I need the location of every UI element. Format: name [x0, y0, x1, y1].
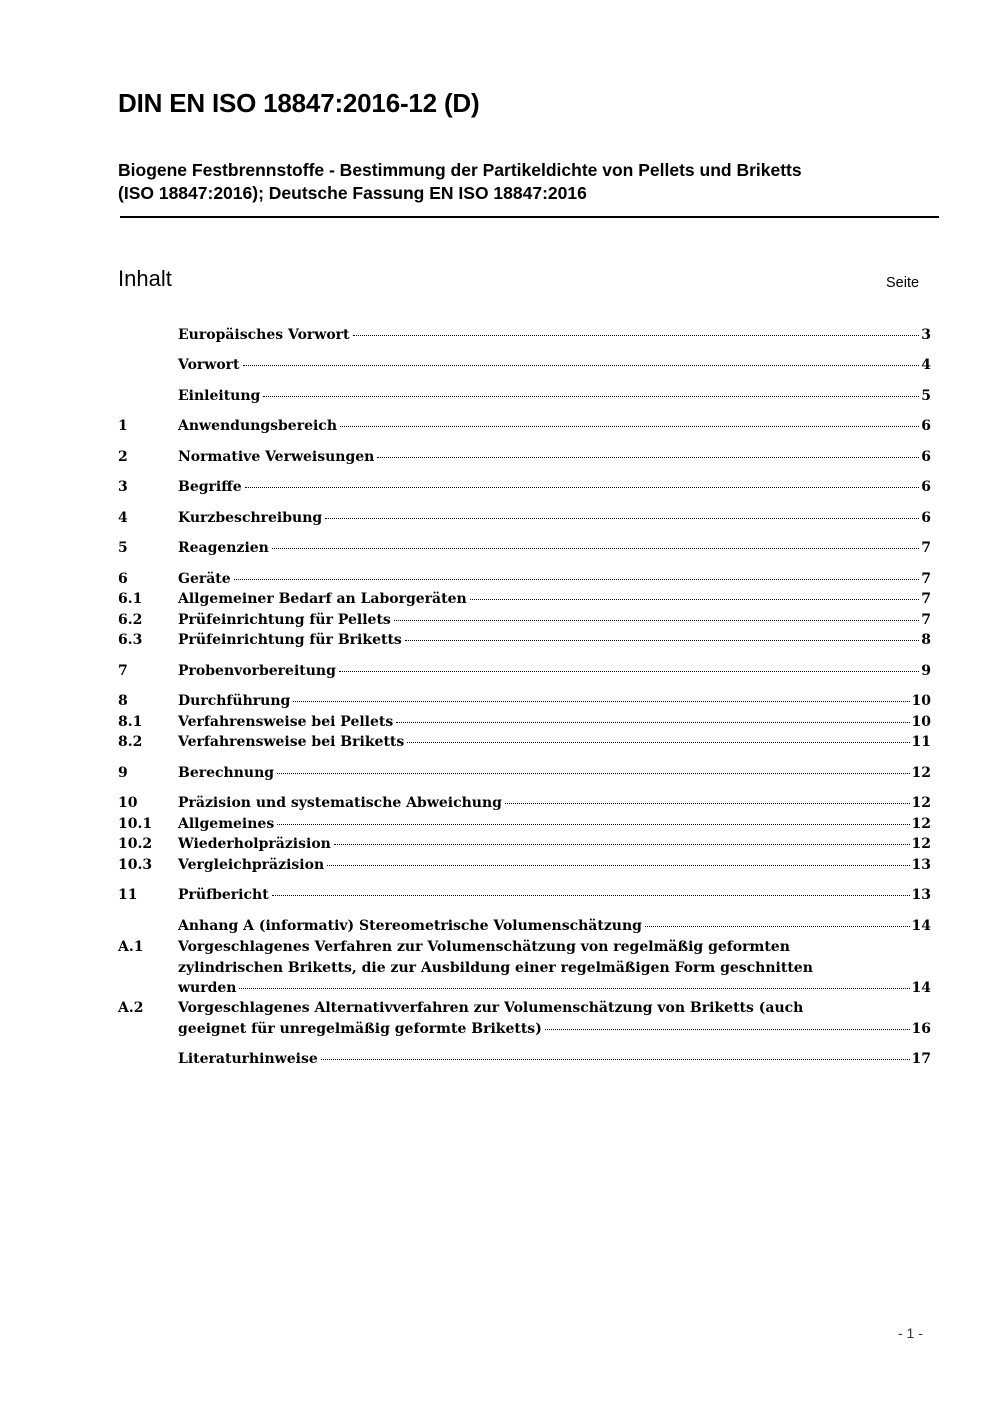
toc-entry-title: Vergleichpräzision [178, 857, 325, 873]
toc-entry-title: Probenvorbereitung [178, 663, 336, 679]
toc-entry-title-continuation: geeignet für unregelmäßig geformte Briketts) [178, 1020, 542, 1037]
toc-leader-dots [293, 701, 909, 702]
toc-entry[interactable] [118, 355, 931, 375]
toc-entry-number: 6 [118, 571, 128, 587]
toc-entry[interactable] [118, 447, 931, 467]
toc-entry-page: 8 [921, 632, 931, 648]
toc-entry[interactable] [118, 630, 931, 650]
toc-entry-number: 9 [118, 765, 128, 781]
toc-entry-number: 8 [118, 693, 128, 709]
toc-leader-dots [405, 640, 919, 641]
toc-entry-page: 10 [911, 693, 931, 709]
toc-entry-title: Europäisches Vorwort [178, 327, 350, 343]
toc-entry-number: 3 [118, 479, 128, 495]
toc-leader-dots [645, 926, 910, 927]
toc-heading: Inhalt [118, 266, 172, 291]
toc-leader-dots [407, 742, 909, 743]
toc-entry-page: 13 [911, 887, 931, 903]
toc-entry-page: 16 [911, 1020, 931, 1037]
toc-entry-title: Normative Verweisungen [178, 449, 375, 465]
toc-entry-number: 2 [118, 449, 128, 465]
toc-entry-number: 7 [118, 663, 128, 679]
toc-entry-page: 7 [921, 540, 931, 556]
toc-entry-title: Prüfeinrichtung für Pellets [178, 612, 391, 628]
toc-entry-title-continuation: wurden [178, 980, 237, 996]
toc-entry-title: Verfahrensweise bei Briketts [178, 734, 405, 750]
toc-leader-dots [505, 803, 910, 804]
toc-entry-title: Begriffe [178, 479, 242, 495]
toc-entry-title: Präzision und systematische Abweichung [178, 795, 502, 811]
toc-entry[interactable] [118, 814, 931, 834]
toc-entry-title: Allgemeiner Bedarf an Laborgeräten [178, 591, 467, 607]
toc-entry-page: 4 [921, 357, 931, 373]
toc-leader-dots [377, 457, 919, 458]
toc-entry[interactable] [118, 763, 931, 783]
toc-entry-title-continuation: zylindrischen Briketts, die zur Ausbildung einer regelmäßigen Form geschnitten [178, 959, 813, 976]
toc-entry-page: 6 [921, 449, 931, 465]
toc-entry-number: A.1 [118, 939, 144, 955]
toc-entry-page: 17 [911, 1051, 931, 1067]
toc-entry-page: 13 [911, 857, 931, 873]
header-divider [120, 216, 939, 218]
toc-entry[interactable] [118, 1049, 931, 1069]
toc-entry[interactable] [118, 538, 931, 558]
toc-entry-page: 6 [921, 418, 931, 434]
toc-entry-number: 8.1 [118, 714, 143, 730]
toc-entry-number: 6.2 [118, 612, 143, 628]
toc-entry-number: 10 [118, 795, 138, 811]
toc-entry-page: 3 [921, 327, 931, 343]
toc-entry-title: Vorwort [178, 357, 240, 373]
toc-entry-page: 7 [921, 571, 931, 587]
toc-entry-title: Vorgeschlagenes Alternativverfahren zur Volumenschätzung von Briketts (auch [178, 1000, 804, 1016]
toc-entry-number: 11 [118, 887, 138, 903]
toc-entry-number: 1 [118, 418, 128, 434]
toc-leader-dots [334, 844, 910, 845]
document-title: DIN EN ISO 18847:2016-12 (D) [118, 88, 480, 118]
toc-entry-number: 10.1 [118, 816, 153, 832]
toc-entry-page: 11 [911, 734, 931, 750]
toc-entry-page: 14 [911, 918, 931, 934]
toc-entry-title: Kurzbeschreibung [178, 510, 323, 526]
toc-entry-number: 10.2 [118, 836, 153, 852]
toc-entry-number: 6.3 [118, 632, 143, 648]
toc-entry[interactable] [118, 885, 931, 905]
toc-entry-title: Verfahrensweise bei Pellets [178, 714, 394, 730]
toc-page-column-label: Seite [886, 275, 920, 291]
toc-entry-title: Prüfeinrichtung für Briketts [178, 632, 402, 648]
toc-leader-dots [396, 722, 909, 723]
toc-entry-page: 12 [911, 816, 931, 832]
toc-entry-title: Berechnung [178, 765, 275, 781]
toc-leader-dots [272, 548, 919, 549]
toc-entry-page: 6 [921, 510, 931, 526]
toc-entry[interactable] [118, 793, 931, 813]
toc-entry-page: 7 [921, 612, 931, 628]
toc-entry[interactable] [118, 325, 931, 345]
toc-entry-page: 10 [911, 714, 931, 730]
toc-entry-page: 5 [921, 388, 931, 404]
toc-entry-number: 5 [118, 540, 128, 556]
toc-leader-dots [234, 579, 920, 580]
toc-leader-dots [243, 365, 920, 366]
toc-entry-title: Reagenzien [178, 540, 269, 556]
toc-leader-dots [321, 1059, 910, 1060]
toc-entry[interactable] [118, 589, 931, 609]
toc-entry-last-line[interactable] [178, 1019, 931, 1039]
toc-leader-dots [277, 824, 909, 825]
toc-entry-page: 12 [911, 836, 931, 852]
toc-entry[interactable] [118, 691, 931, 711]
toc-entry-page: 14 [911, 980, 931, 996]
toc-entry[interactable] [118, 998, 931, 1018]
toc-entry-page: 12 [911, 795, 931, 811]
toc-entry[interactable] [118, 610, 931, 630]
toc-leader-dots [245, 487, 920, 488]
toc-leader-dots [353, 335, 920, 336]
toc-leader-dots [239, 988, 909, 989]
subtitle-line: Biogene Festbrennstoffe - Bestimmung der Partikeldichte von Pellets und Briketts [118, 160, 802, 180]
toc-entry-last-line[interactable] [178, 978, 931, 998]
toc-entry-number: 8.2 [118, 734, 143, 750]
toc-entry-title: Einleitung [178, 388, 261, 404]
toc-entry[interactable] [118, 416, 931, 436]
toc-entry-page: 6 [921, 479, 931, 495]
toc-entry-title: Vorgeschlagenes Verfahren zur Volumenschätzung von regelmäßig geformten [178, 939, 790, 955]
toc-leader-dots [339, 671, 919, 672]
toc-entry-title: Prüfbericht [178, 887, 269, 903]
toc-leader-dots [340, 426, 919, 427]
toc-leader-dots [263, 396, 919, 397]
toc-entry-title: Durchführung [178, 693, 291, 709]
page-number: - 1 - [898, 1325, 923, 1341]
toc-leader-dots [277, 773, 909, 774]
toc-leader-dots [327, 865, 909, 866]
subtitle-line: (ISO 18847:2016); Deutsche Fassung EN ISO 18847:2016 [118, 183, 587, 203]
toc-entry-title: Allgemeines [178, 816, 275, 832]
toc-entry[interactable] [118, 386, 931, 406]
toc-entry[interactable] [118, 834, 931, 854]
toc-leader-dots [272, 895, 910, 896]
toc-entry[interactable] [118, 661, 931, 681]
toc-leader-dots [470, 599, 920, 600]
toc-leader-dots [545, 1029, 910, 1030]
document-subtitle [118, 159, 938, 205]
toc-entry-number: 10.3 [118, 857, 153, 873]
toc-leader-dots [394, 620, 919, 621]
toc-entry[interactable] [118, 477, 931, 497]
toc-entry-number: 6.1 [118, 591, 143, 607]
toc-entry[interactable] [118, 712, 931, 732]
toc-entry[interactable] [118, 732, 931, 752]
toc-entry[interactable] [118, 569, 931, 589]
toc-entry[interactable] [118, 937, 931, 957]
toc-entry[interactable] [118, 916, 931, 936]
toc-entry-number: 4 [118, 510, 128, 526]
toc-entry-title: Wiederholpräzision [178, 836, 331, 852]
toc-entry-page: 7 [921, 591, 931, 607]
toc-entry-page: 9 [921, 663, 931, 679]
toc-entry-title: Geräte [178, 571, 231, 587]
toc-entry-number: A.2 [118, 1000, 144, 1016]
toc-entry-title: Anhang A (informativ) Stereometrische Volumenschätzung [178, 918, 642, 934]
toc-entry[interactable] [118, 508, 931, 528]
toc-entry-page: 12 [911, 765, 931, 781]
toc-entry[interactable] [118, 855, 931, 875]
toc-entry-title: Literaturhinweise [178, 1051, 318, 1067]
toc-entry-title: Anwendungsbereich [178, 418, 337, 434]
toc-leader-dots [325, 518, 919, 519]
